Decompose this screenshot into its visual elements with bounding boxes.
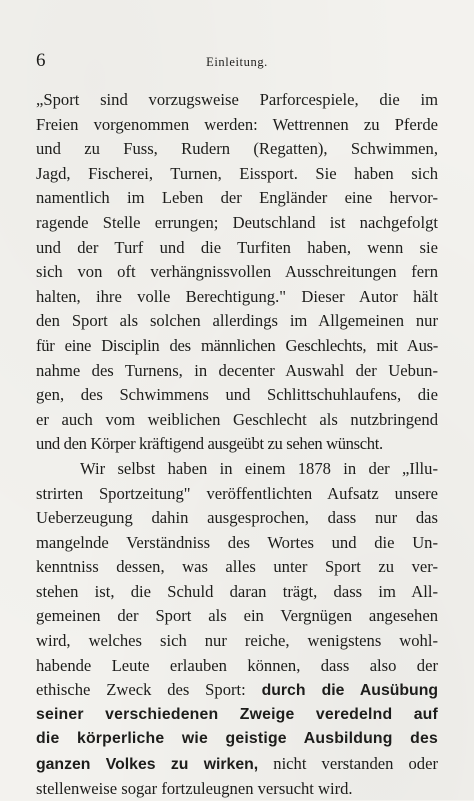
paragraph-1: [36, 88, 438, 457]
text-line: „Sport sind vorzugsweise Parforcespiele, die im: [36, 90, 438, 109]
text-line: für eine Disciplin des männlichen Geschlechts, mit Aus-: [36, 335, 438, 355]
text-line-mixed: [36, 752, 438, 777]
text-line: mangelnde Verständniss des Wortes und die Un-: [36, 532, 438, 552]
emphasis-segment: ganzen Volkes zu wirken,: [36, 756, 259, 774]
emphasis-line: die körperliche wie geistige Ausbildung des: [36, 730, 438, 748]
text-line: strirten Sportzeitung" veröffentlichten Aufsatz unsere: [36, 483, 438, 503]
text-line: er auch vom weiblichen Geschlecht als nutzbringend: [36, 409, 438, 429]
text-line: namentlich im Leben der Engländer eine hervor-: [36, 188, 438, 208]
text-line: gen, des Schwimmens und Schlittschuhlaufens, die: [36, 385, 438, 405]
running-head: Einleitung.: [206, 55, 268, 69]
text-line-mixed: [36, 678, 438, 703]
body-text: [36, 88, 438, 801]
text-line: halten, ihre volle Berechtigung." Dieser Autor hält: [36, 286, 438, 306]
text-segment: nicht verstanden oder: [273, 754, 438, 774]
text-line: Wir selbst haben in einem 1878 in der „Illu-: [80, 458, 438, 478]
text-line: und zu Fuss, Rudern (Regatten), Schwimmen,: [36, 139, 438, 159]
text-line: Jagd, Fischerei, Turnen, Eissport. Sie haben sich: [36, 163, 438, 183]
text-line: Freien vorgenommen werden: Wettrennen zu Pferde: [36, 114, 438, 134]
text-line: stehen ist, die Schuld daran trägt, dass im All-: [36, 581, 438, 601]
text-line: ragende Stelle errungen; Deutschland ist nachgefolgt: [36, 212, 438, 232]
emphasis-segment: durch die Ausübung: [261, 682, 438, 700]
paragraph-2: [36, 457, 438, 801]
emphasis-line: seiner verschiedenen Zweige veredelnd auf: [36, 705, 438, 723]
text-line: gemeinen der Sport als ein Vergnügen angesehen: [36, 606, 438, 626]
text-line: wird, welches sich nur reiche, wenigstens wohl-: [36, 631, 438, 651]
text-line: und der Turf und die Turfiten haben, wenn sie: [36, 237, 438, 257]
text-line: nahme des Turnens, in decenter Auswahl der Uebun-: [36, 360, 438, 380]
text-line: kenntniss dessen, was alles unter Sport zu ver-: [36, 557, 438, 577]
text-line: stellenweise sogar fortzuleugnen versucht wird.: [36, 778, 353, 798]
page-header: [30, 50, 444, 72]
text-segment: ethische Zweck des Sport:: [36, 680, 246, 700]
page-number: 6: [36, 50, 46, 71]
text-line: sich von oft verhängnissvollen Ausschreitungen fern: [36, 262, 438, 282]
text-line: und den Körper kräftigend ausgeübt zu sehen wünscht.: [36, 434, 383, 454]
text-line: Ueberzeugung dahin ausgesprochen, dass nur das: [36, 508, 438, 528]
text-line: den Sport als solchen allerdings im Allgemeinen nur: [36, 311, 438, 331]
text-line: habende Leute erlauben können, dass also der: [36, 655, 438, 675]
